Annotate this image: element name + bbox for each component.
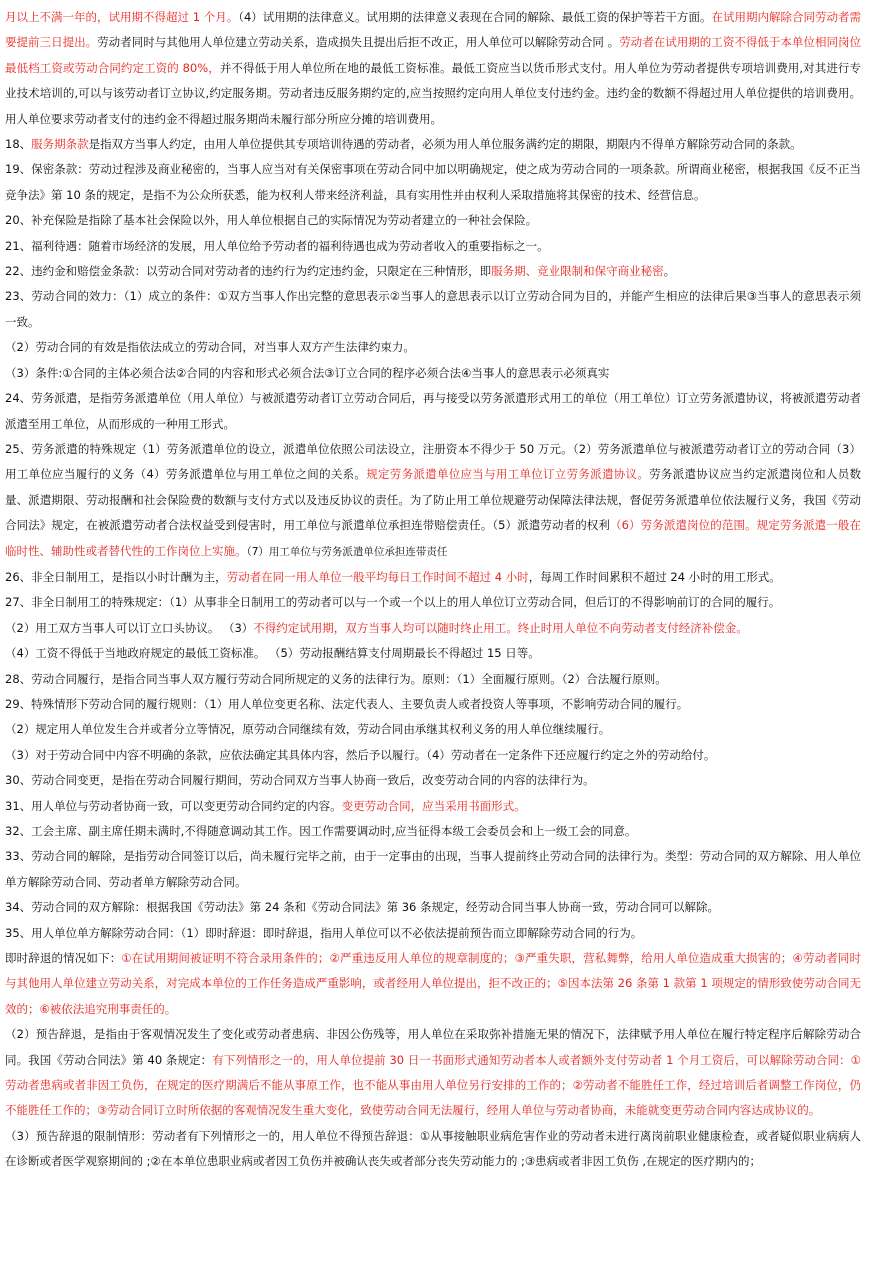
text-segment: 20、补充保险是指除了基本社会保险以外，用人单位根据自己的实际情况为劳动者建立的一种社会保险。 xyxy=(5,213,538,228)
text-segment: 31、用人单位与劳动者协商一致，可以变更劳动合同约定的内容。 xyxy=(5,798,342,813)
highlighted-text: 劳动者在同一用人单位一般平均每日工作时间不超过 4 小时 xyxy=(226,569,529,584)
paragraph xyxy=(5,895,861,920)
highlighted-text: 有下列情形之一的，用人单位提前 30 日一书面形式通知劳动者本人或者额外支付劳动者 1 个月工资后，可以解除劳动合同：①劳动者患病或者非因工负伤，在规定的医疗期满后不能从事原工作，也不能从事由用人单位另行安排的工作的；②劳动者不能胜任工作，经过培训后者调整工作岗位，仍不能胜任工作的；③劳动合同订立时所依据的客观情况发生重大变化，致使劳动合同无法履行，经用人单位与劳动者协商，未能就变更劳动合同内容达成协议的。 xyxy=(5,1052,861,1118)
paragraph xyxy=(5,667,861,692)
highlighted-text: 服务期、竞业限制和保守商业秘密 xyxy=(491,264,664,279)
paragraph xyxy=(5,132,861,157)
text-segment: 22、违约金和赔偿金条款：以劳动合同对劳动者的违约行为约定违约金，只限定在三种情形，即 xyxy=(5,264,492,279)
text-segment: 29、特殊情形下劳动合同的履行规则：（1）用人单位变更名称、法定代表人、主要负责人或者投资人等事项，不影响劳动合同的履行。 xyxy=(5,696,689,711)
text-segment: （2）预告辞退，是指由于客观情况发生了变化或劳动者患病、非因公伤残等，用人单位在采取弥补措施无果的情况下，法律赋予用人单位在履行特定程序后解除劳动合同。我国《劳动合同法》第 40 条规定： xyxy=(5,1027,861,1067)
paragraph xyxy=(5,946,861,1022)
paragraph xyxy=(5,616,861,641)
text-segment: 劳务派遣协议应当约定派遣岗位和人员数量、派遣期限、劳动报酬和社会保险费的数额与支付方式以及违反协议的责任。为了防止用工单位规避劳动保障法律法规，督促劳务派遣单位依法履行义务，我国《劳动合同法》规定，在被派遣劳动者合法权益受到侵害时，用工单位与派遣单位承担连带赔偿责任。（5）派遣劳动者的权利 xyxy=(5,467,861,533)
text-segment: 30、劳动合同变更，是指在劳动合同履行期间，劳动合同双方当事人协商一致后，改变劳动合同的内容的法律行为。 xyxy=(5,773,595,788)
text-segment: 并不得低于用人单位所在地的最低工资标准。最低工资应当以货币形式支付。用人单位为劳动者提供专项培训费用,对其进行专业技术培训的,可以与该劳动者订立协议,约定服务期。劳动者违反服务期约定的,应当按照约定向用人单位支付违约金。违约金的数额不得超过用人单位提供的培训费用。用人单位要求劳动者支付的违约金不得超过服务期尚未履行部分所应分摊的培训费用。 xyxy=(5,60,861,126)
highlighted-text: 月以上不满一年的，试用期不得超过 1 个月。 xyxy=(5,10,239,24)
text-segment: 32、工会主席、副主席任期未满时,不得随意调动其工作。因工作需要调动时,应当征得本级工会委员会和上一级工会的同意。 xyxy=(5,824,637,838)
text-segment: 是指双方当事人约定，由用人单位提供其专项培训待遇的劳动者，必须为用人单位服务满约定的期限，期限内不得单方解除劳动合同的条款。 xyxy=(88,137,802,152)
highlighted-text: 规定劳务派遣单位应当与用工单位订立劳务派遣协议。 xyxy=(366,467,650,482)
text-segment: 劳动者同时与其他用人单位建立劳动关系，造成损失且提出后拒不改正，用人单位可以解除劳动合同 。 xyxy=(97,35,620,50)
text-segment: （3）条件:①合同的主体必须合法②合同的内容和形式必须合法③订立合同的程序必须合法④当事人的意思表示必须真实 xyxy=(5,365,610,380)
paragraph xyxy=(5,335,861,360)
highlighted-text: 在试用期内解除合同劳动者需要提前三日提出。 xyxy=(5,10,861,50)
paragraph xyxy=(5,565,861,590)
paragraph xyxy=(5,386,861,437)
text-segment: （4）试用期的法律意义。试用期的法律意义表现在合同的解除、最低工资的保护等若干方面。 xyxy=(238,10,712,24)
paragraph xyxy=(5,590,861,615)
paragraph xyxy=(5,717,861,742)
text-segment: ，每周工作时间累积不超过 24 小时的用工形式。 xyxy=(528,569,781,584)
paragraph xyxy=(5,819,861,844)
text-segment: （3）对于劳动合同中内容不明确的条款，应依法确定其具体内容，然后予以履行。（4）劳动者在一定条件下还应履行约定之外的劳动给付。 xyxy=(5,747,716,762)
text-segment: 25、劳务派遣的特殊规定（1）劳务派遣单位的设立，派遣单位依照公司法设立，注册资本不得少于 50 万元。（2）劳务派遣单位与被派遣劳动者订立的劳动合同（3）用工单位应当履行的义务（4）劳务派遣单位与用工单位之间的关系。 xyxy=(5,441,861,482)
paragraph xyxy=(5,437,861,565)
highlighted-text: 不得约定试用期，双方当事人均可以随时终止用工。终止时用人单位不向劳动者支付经济补偿金。 xyxy=(253,620,748,635)
highlighted-text: ①在试用期间被证明不符合录用条件的；②严重违反用人单位的规章制度的；③严重失职，营私舞弊，给用人单位造成重大损害的；④劳动者同时与其他用人单位建立劳动关系，对完成本单位的工作任务造成严重影响，或者经用人单位提出，拒不改正的；⑤因本法第 26 条第 1 款第 1 项规定的情形致使劳动合同无效的；⑥被依法追究刑事责任的。 xyxy=(5,951,862,1016)
highlighted-text: （6）劳务派遣岗位的范围。规定劳务派遣一般在临时性、辅助性或者替代性的工作岗位上实施。 xyxy=(5,518,861,558)
paragraph xyxy=(5,1124,861,1175)
highlighted-text: 劳动者在试用期的工资不得低于本单位相同岗位最低档工资或劳动合同约定工资的 80%， xyxy=(5,35,862,75)
highlighted-text: 变更劳动合同，应当采用书面形式。 xyxy=(341,798,526,813)
paragraph xyxy=(5,208,861,233)
text-segment: （7）用工单位与劳务派遣单位承担连带责任 xyxy=(246,545,448,558)
paragraph xyxy=(5,234,861,259)
paragraph xyxy=(5,794,861,819)
paragraph xyxy=(5,157,861,208)
text-segment: （3）预告辞退的限制情形：劳动者有下列情形之一的，用人单位不得预告辞退：①从事接触职业病危害作业的劳动者未进行离岗前职业健康检查，或者疑似职业病病人在诊断或者医学观察期间的 ;②在本单位患职业病或者因工负伤并被确认丧失或者部分丧失劳动能力的 ;③患病或者非因工负伤 ,在规定的医疗期内的； xyxy=(5,1128,861,1169)
text-segment: 24、劳务派遣，是指劳务派遣单位（用人单位）与被派遣劳动者订立劳动合同后，再与接受以劳务派遣形式用工的单位（用工单位）订立劳务派遣协议，将被派遣劳动者派遣至用工单位，从而形成的一种用工形式。 xyxy=(5,391,861,431)
text-segment: （4）工资不得低于当地政府规定的最低工资标准。 （5）劳动报酬结算支付周期最长不得超过 15 日等。 xyxy=(5,646,540,661)
paragraph xyxy=(5,844,861,895)
text-segment: 35、用人单位单方解除劳动合同：（1）即时辞退：即时辞退，指用人单位可以不必依法提前预告而立即解除劳动合同的行为。 xyxy=(5,925,643,940)
paragraph xyxy=(5,743,861,768)
text-segment: （2）劳动合同的有效是指依法成立的劳动合同，对当事人双方产生法律约束力。 xyxy=(5,340,415,355)
highlighted-text: 服务期条款 xyxy=(31,137,89,152)
text-segment: 21、福利待遇：随着市场经济的发展，用人单位给予劳动者的福利待遇也成为劳动者收入的重要指标之一。 xyxy=(5,238,549,253)
paragraph xyxy=(5,692,861,717)
text-segment: 33、劳动合同的解除，是指劳动合同签订以后，尚未履行完毕之前，由于一定事由的出现，当事人提前终止劳动合同的法律行为。类型：劳动合同的双方解除、用人单位单方解除劳动合同、劳动者单方解除劳动合同。 xyxy=(5,849,861,889)
text-segment: 19、保密条款：劳动过程涉及商业秘密的，当事人应当对有关保密事项在劳动合同中加以明确规定，使之成为劳动合同的一项条款。所谓商业秘密，根据我国《反不正当竞争法》第 10 条的规定，是指不为公众所获悉，能为权利人带来经济利益，具有实用性并由权利人采取措施将其保密的技术、经营信息。 xyxy=(5,162,861,202)
paragraph xyxy=(5,361,861,386)
text-segment: （2）规定用人单位发生合并或者分立等情况，原劳动合同继续有效，劳动合同由承继其权利义务的用人单位继续履行。 xyxy=(5,722,611,737)
text-segment: 18、 xyxy=(5,137,32,152)
paragraph xyxy=(5,921,861,946)
paragraph xyxy=(5,1022,861,1124)
text-segment: 即时辞退的情况如下： xyxy=(5,951,122,966)
text-segment: （2）用工双方当事人可以订立口头协议。 （3） xyxy=(5,620,254,635)
text-segment: 。 xyxy=(663,264,676,279)
text-segment: 26、非全日制用工，是指以小时计酬为主， xyxy=(5,569,227,584)
paragraph xyxy=(5,641,861,666)
text-segment: 27、非全日制用工的特殊规定：（1）从事非全日制用工的劳动者可以与一个或一个以上的用人单位订立劳动合同，但后订的不得影响前订的合同的履行。 xyxy=(5,595,781,610)
text-segment: 28、劳动合同履行，是指合同当事人双方履行劳动合同所规定的义务的法律行为。原则：（1）全面履行原则。（2）合法履行原则。 xyxy=(5,671,667,686)
paragraph xyxy=(5,768,861,793)
text-segment: 34、劳动合同的双方解除：根据我国《劳动法》第 24 条和《劳动合同法》第 36 条规定，经劳动合同当事人协商一致，劳动合同可以解除。 xyxy=(5,900,720,915)
text-segment: 23、劳动合同的效力：（1）成立的条件：①双方当事人作出完整的意思表示②当事人的意思表示以订立劳动合同为目的，并能产生相应的法律后果③当事人的意思表示须一致。 xyxy=(5,289,861,329)
paragraph xyxy=(5,284,861,335)
paragraph xyxy=(5,259,861,284)
paragraph xyxy=(5,5,861,132)
